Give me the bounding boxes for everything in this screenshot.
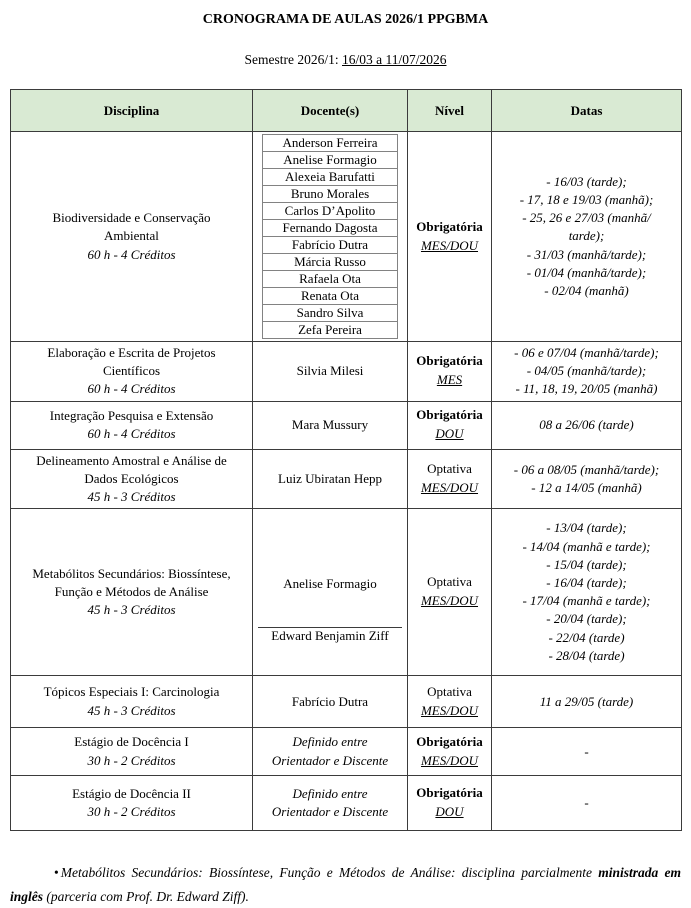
date-line: - 28/04 (tarde)	[548, 647, 625, 663]
date-line: -	[584, 743, 589, 759]
docentes-cell	[253, 509, 408, 676]
table-row	[11, 401, 682, 449]
dates-cell	[492, 728, 682, 776]
docentes-cell	[253, 132, 408, 342]
docente-name: Fabrício Dutra	[262, 236, 398, 254]
discipline-name: Dados Ecológicos	[84, 470, 179, 486]
discipline-cell	[11, 509, 253, 676]
discipline-name: Integração Pesquisa e Extensão	[49, 407, 214, 423]
discipline-cell	[11, 676, 253, 728]
nivel-levels: MES/DOU	[420, 237, 479, 253]
docente-name: Anelise Formagio	[262, 151, 398, 169]
date-line: - 22/04 (tarde)	[548, 629, 625, 645]
nivel-type: Optativa	[427, 461, 472, 476]
discipline-credits: 45 h - 3 Créditos	[87, 488, 176, 504]
docente-name: Márcia Russo	[262, 253, 398, 271]
discipline-name: Metabólitos Secundários: Biossíntese,	[32, 565, 231, 581]
docente-note: Definido entre	[292, 785, 368, 801]
docentes-cell: Silvia Milesi	[253, 342, 408, 402]
date-line: - 14/04 (manhã e tarde);	[522, 538, 651, 554]
footnote	[10, 861, 681, 908]
date-line: - 20/04 (tarde);	[546, 611, 627, 627]
nivel-levels: DOU	[435, 804, 464, 820]
date-line: - 17/04 (manhã e tarde);	[522, 593, 651, 609]
discipline-name: Tópicos Especiais I: Carcinologia	[43, 684, 220, 700]
docentes-cell	[253, 728, 408, 776]
footnote-text: (parceria com Prof. Dr. Edward Ziff).	[43, 888, 249, 904]
table-row	[11, 728, 682, 776]
date-line: 11 a 29/05 (tarde)	[539, 693, 634, 709]
nivel-type: Obrigatória	[416, 353, 483, 369]
page-title: CRONOGRAMA DE AULAS 2026/1 PPGBMA	[202, 12, 489, 27]
nivel-type: Obrigatória	[416, 733, 483, 749]
discipline-name: Estágio de Docência II	[72, 785, 191, 801]
date-line: - 15/04 (tarde);	[546, 556, 627, 572]
nivel-type: Obrigatória	[416, 407, 483, 423]
docente-name: Carlos D’Apolito	[262, 202, 398, 220]
nivel-cell	[408, 449, 492, 509]
date-line: 08 a 26/06 (tarde)	[539, 416, 634, 432]
docente-name: Edward Benjamin Ziff	[271, 627, 389, 643]
nivel-levels: MES/DOU	[420, 702, 479, 718]
docente-name: Bruno Morales	[262, 185, 398, 203]
nivel-cell	[408, 776, 492, 831]
table-row	[11, 449, 682, 509]
date-line: - 25, 26 e 27/03 (manhã/	[522, 210, 651, 226]
date-line: - 06 a 08/05 (manhã/tarde);	[513, 461, 660, 477]
discipline-name: Elaboração e Escrita de Projetos	[47, 345, 216, 360]
discipline-name: Ambiental	[104, 228, 159, 244]
discipline-cell	[11, 401, 253, 449]
footnote-text: Metabólitos Secundários: Biossíntese, Função e Métodos de Análise: disciplina parcialmente	[60, 865, 599, 881]
docente-name: Rafaela Ota	[262, 270, 398, 288]
discipline-credits: 45 h - 3 Créditos	[87, 702, 176, 718]
docentes-cell	[253, 776, 408, 831]
col-header-docentes: Docente(s)	[253, 90, 408, 132]
discipline-cell	[11, 342, 253, 402]
docente-name: Sandro Silva	[262, 304, 398, 322]
discipline-cell	[11, 728, 253, 776]
semester-prefix: Semestre 2026/1:	[244, 52, 342, 67]
date-line: tarde);	[568, 228, 605, 244]
nivel-levels: MES/DOU	[420, 593, 479, 609]
discipline-credits: 60 h - 4 Créditos	[87, 426, 176, 442]
date-line: - 04/05 (manhã/tarde);	[526, 363, 647, 379]
date-line: - 06 e 07/04 (manhã/tarde);	[514, 345, 659, 360]
nivel-cell	[408, 132, 492, 342]
dates-cell	[492, 776, 682, 831]
nivel-cell	[408, 401, 492, 449]
docente-name: Anderson Ferreira	[262, 134, 398, 152]
nivel-levels: MES/DOU	[420, 479, 479, 495]
docente-note: Orientador e Discente	[271, 752, 389, 768]
bullet-icon: •	[54, 865, 59, 881]
docente-name: Anelise Formagio	[258, 541, 402, 628]
nivel-type: Obrigatória	[416, 218, 483, 234]
date-line: - 02/04 (manhã)	[544, 282, 629, 298]
docente-list	[262, 134, 398, 339]
nivel-cell	[408, 728, 492, 776]
date-line: - 31/03 (manhã/tarde);	[526, 246, 647, 262]
discipline-credits: 30 h - 2 Créditos	[87, 752, 176, 768]
table-row	[11, 509, 682, 676]
discipline-name: Científicos	[102, 363, 161, 379]
nivel-type: Obrigatória	[416, 785, 483, 801]
discipline-cell	[11, 449, 253, 509]
discipline-name: Estágio de Docência I	[74, 734, 189, 750]
dates-cell	[492, 132, 682, 342]
dates-cell	[492, 509, 682, 676]
nivel-levels: MES/DOU	[420, 752, 479, 768]
nivel-levels: DOU	[435, 426, 464, 442]
table-row	[11, 776, 682, 831]
col-header-disciplina: Disciplina	[11, 90, 253, 132]
date-line: -	[584, 795, 589, 811]
docentes-cell: Luiz Ubiratan Hepp	[253, 449, 408, 509]
dates-cell	[492, 676, 682, 728]
dates-cell	[492, 449, 682, 509]
discipline-credits: 60 h - 4 Créditos	[87, 381, 176, 397]
discipline-name: Delineamento Amostral e Análise de	[36, 452, 227, 468]
date-line: - 01/04 (manhã/tarde);	[526, 264, 647, 280]
table-row	[11, 342, 682, 402]
table-row	[11, 132, 682, 342]
docente-name: Zefa Pereira	[262, 321, 398, 339]
col-header-datas: Datas	[492, 90, 682, 132]
docente-note: Orientador e Discente	[271, 804, 389, 820]
docente-name: Alexeia Barufatti	[262, 168, 398, 186]
discipline-credits: 30 h - 2 Créditos	[87, 804, 176, 820]
footnote-bold-text: ministrada em inglês	[10, 865, 681, 904]
discipline-cell	[11, 776, 253, 831]
date-line: - 17, 18 e 19/03 (manhã);	[519, 192, 654, 208]
nivel-cell	[408, 509, 492, 676]
docente-name: Fernando Dagosta	[262, 219, 398, 237]
docentes-cell: Mara Mussury	[253, 401, 408, 449]
dates-cell	[492, 401, 682, 449]
nivel-cell	[408, 342, 492, 402]
date-line: - 11, 18, 19, 20/05 (manhã)	[515, 381, 658, 397]
semester-line	[0, 52, 691, 68]
docentes-cell: Fabrício Dutra	[253, 676, 408, 728]
date-line: - 13/04 (tarde);	[546, 520, 627, 536]
date-line: - 16/04 (tarde);	[546, 574, 627, 590]
discipline-cell	[11, 132, 253, 342]
table-row	[11, 676, 682, 728]
date-line: - 12 a 14/05 (manhã)	[531, 479, 642, 495]
docente-split	[258, 541, 402, 644]
col-header-nivel: Nível	[408, 90, 492, 132]
docente-name: Renata Ota	[262, 287, 398, 305]
nivel-cell	[408, 676, 492, 728]
semester-date-range: 16/03 a 11/07/2026	[342, 52, 447, 67]
discipline-name: Biodiversidade e Conservação	[52, 210, 211, 226]
dates-cell	[492, 342, 682, 402]
nivel-levels: MES	[436, 372, 463, 388]
docente-note: Definido entre	[292, 734, 368, 750]
nivel-type: Optativa	[427, 574, 472, 590]
nivel-type: Optativa	[427, 683, 472, 699]
date-line: - 16/03 (tarde);	[546, 173, 627, 189]
discipline-name: Função e Métodos de Análise	[54, 584, 209, 600]
schedule-table	[10, 89, 682, 831]
header-row	[11, 90, 682, 132]
discipline-credits: 45 h - 3 Créditos	[87, 602, 176, 618]
discipline-credits: 60 h - 4 Créditos	[87, 246, 176, 262]
